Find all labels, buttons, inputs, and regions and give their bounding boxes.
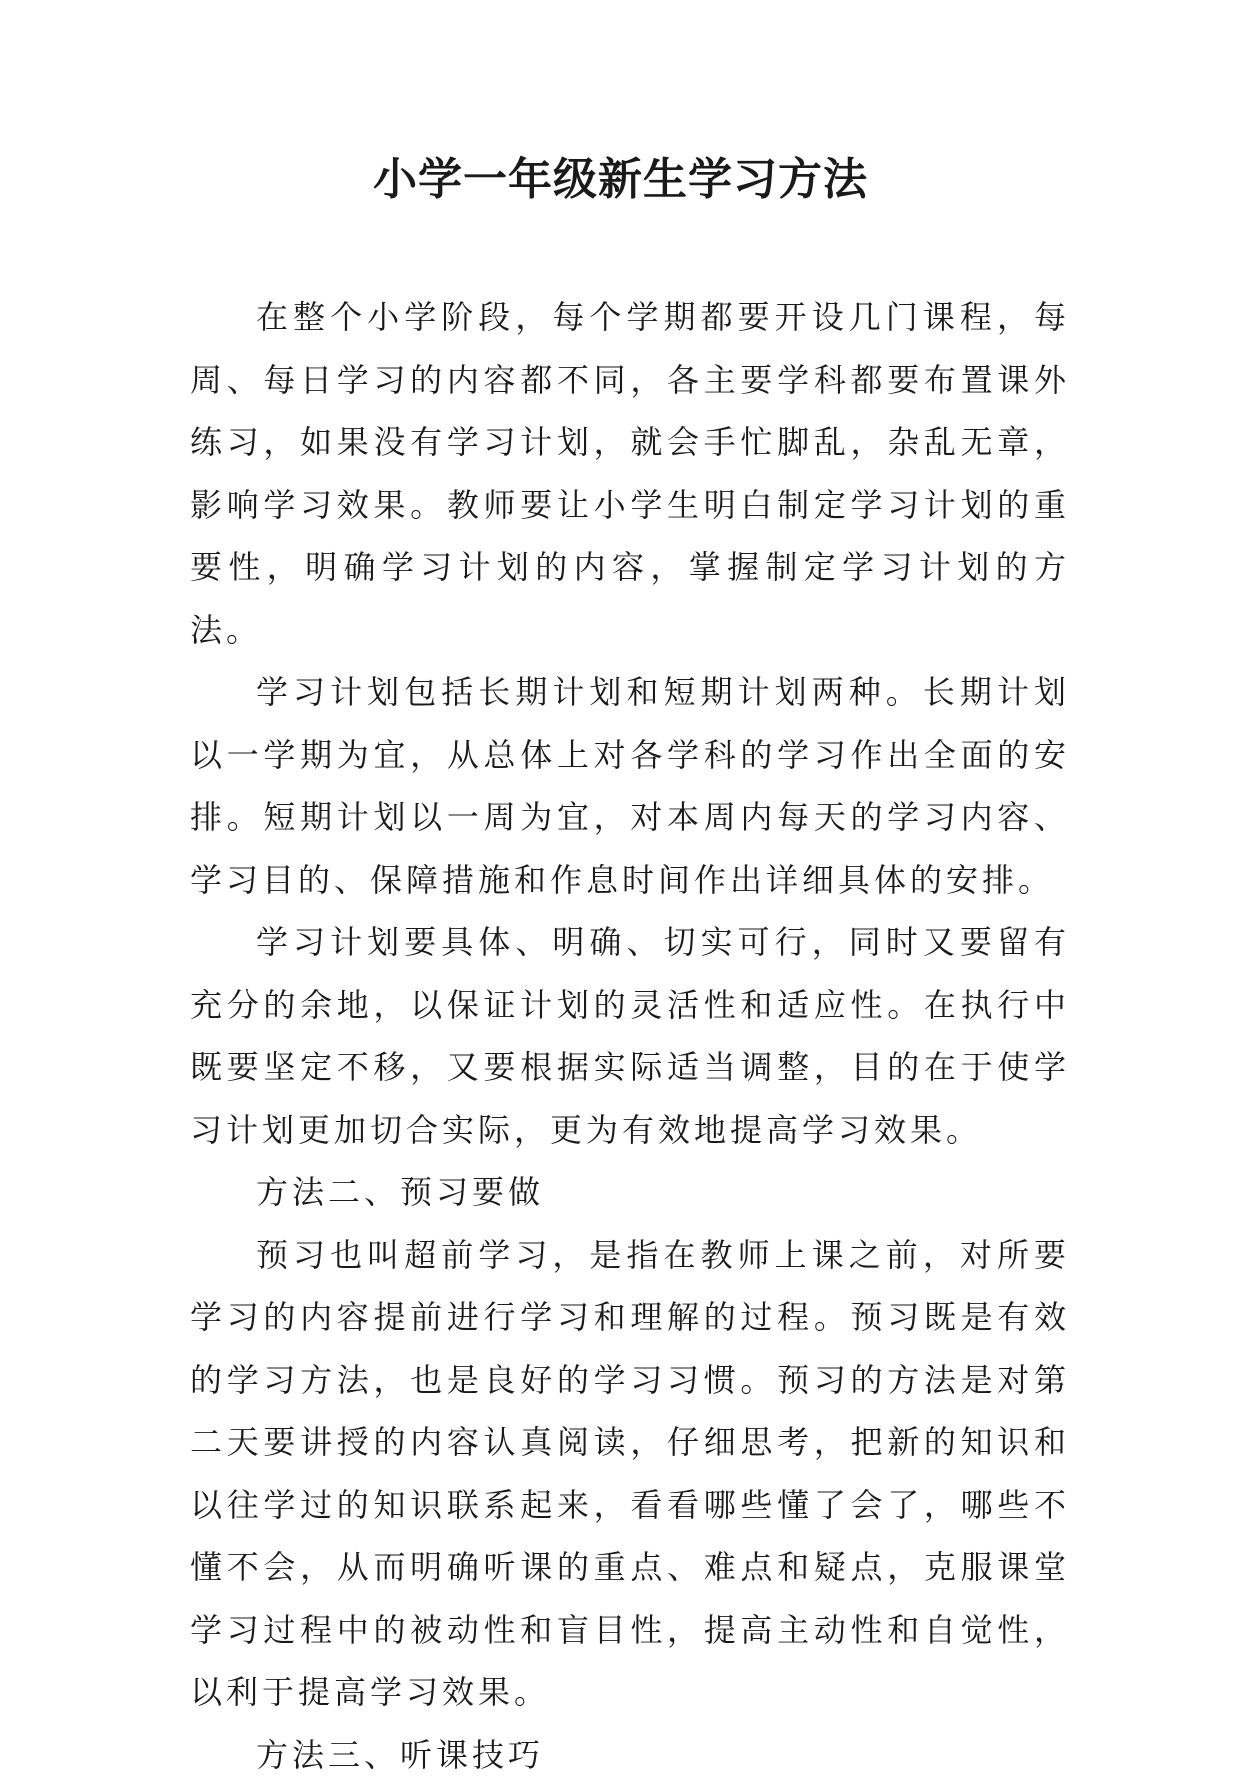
section-heading-preview: 方法二、预习要做 [190,1161,1070,1224]
paragraph-study-plan-intro: 在整个小学阶段，每个学期都要开设几门课程，每周、每日学习的内容都不同，各主要学科都要布置课外练习，如果没有学习计划，就会手忙脚乱，杂乱无章，影响学习效果。教师要让小学生明白制定学习计划的重要性，明确学习计划的内容，掌握制定学习计划的方法。 [190,286,1070,661]
paragraph-plan-types: 学习计划包括长期计划和短期计划两种。长期计划以一学期为宜，从总体上对各学科的学习作出全面的安排。短期计划以一周为宜，对本周内每天的学习内容、学习目的、保障措施和作息时间作出详细具体的安排。 [190,661,1070,911]
paragraph-preview: 预习也叫超前学习，是指在教师上课之前，对所要学习的内容提前进行学习和理解的过程。预习既是有效的学习方法，也是良好的学习习惯。预习的方法是对第二天要讲授的内容认真阅读，仔细思考，把新的知识和以往学过的知识联系起来，看看哪些懂了会了，哪些不懂不会，从而明确听课的重点、难点和疑点，克服课堂学习过程中的被动性和盲目性，提高主动性和自觉性，以利于提高学习效果。 [190,1224,1070,1724]
paragraph-plan-requirements: 学习计划要具体、明确、切实可行，同时又要留有充分的余地，以保证计划的灵活性和适应性。在执行中既要坚定不移，又要根据实际适当调整，目的在于使学习计划更加切合实际，更为有效地提高学习效果。 [190,911,1070,1161]
section-heading-listening: 方法三、听课技巧 [190,1724,1070,1786]
document-title: 小学一年级新生学习方法 [0,150,1241,210]
document-body [190,286,1070,1786]
